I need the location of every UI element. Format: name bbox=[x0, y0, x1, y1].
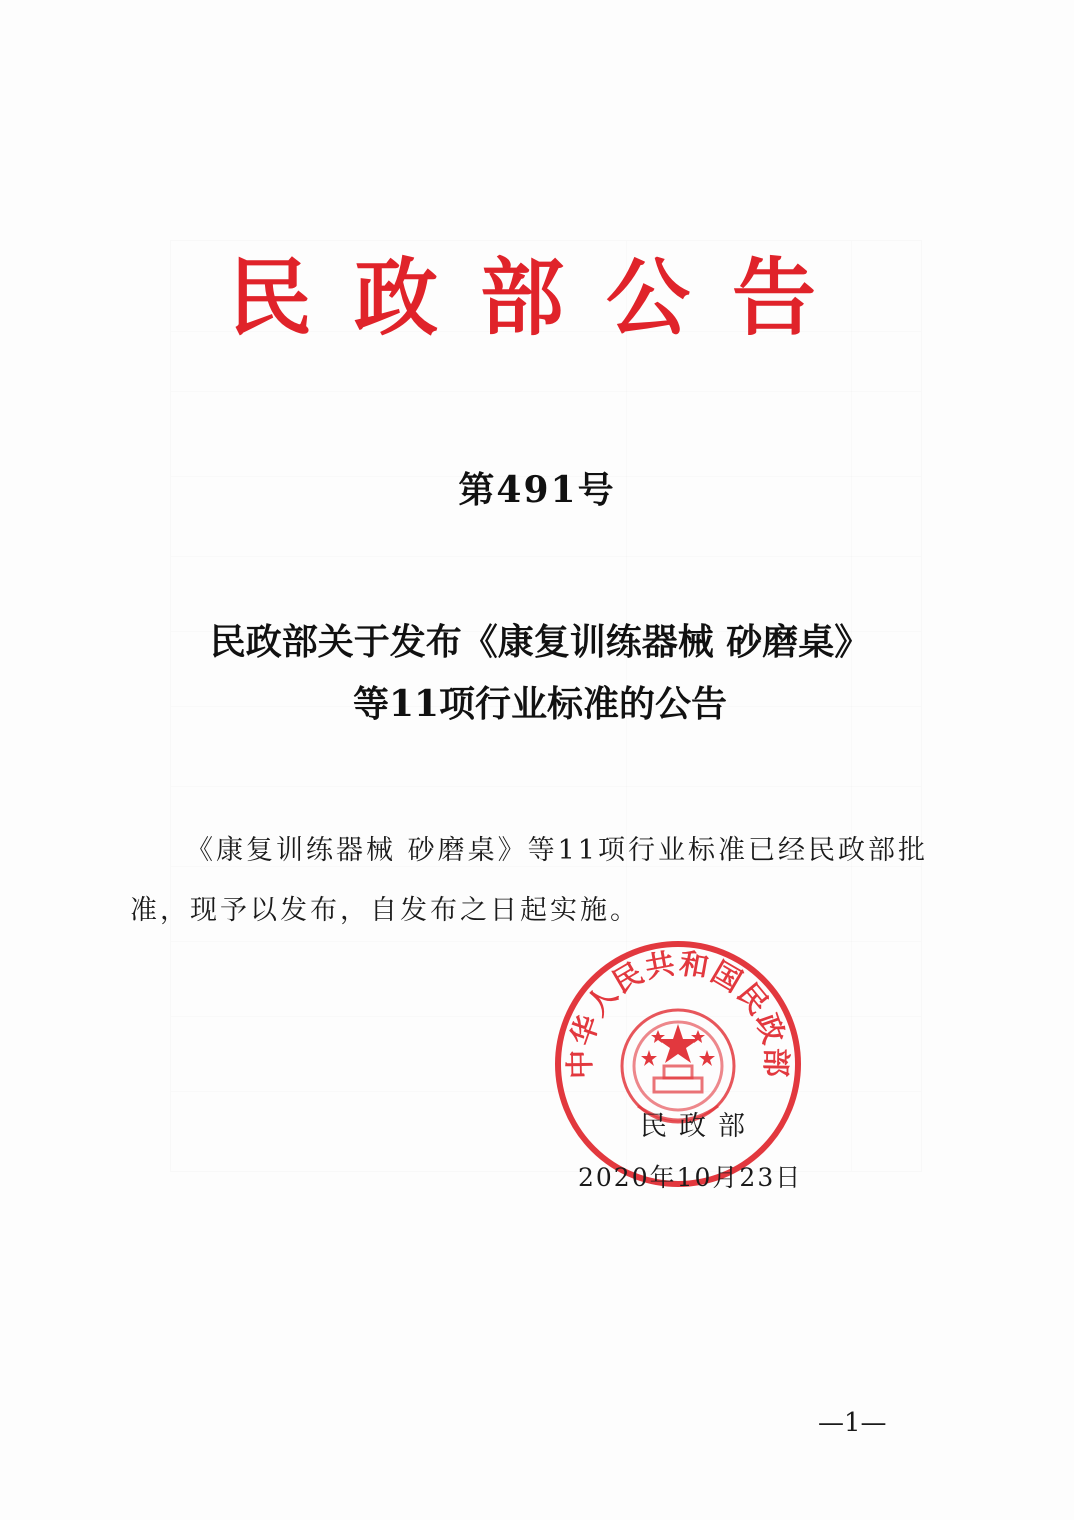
announcement-headline: 民政部公告 bbox=[227, 249, 858, 347]
body-paragraph-line-1: 《康复训练器械 砂磨桌》等11项行业标准已经民政部批 bbox=[186, 835, 928, 866]
official-seal bbox=[552, 938, 804, 1190]
body-paragraph-line-2: 准，现予以发布，自发布之日起实施。 bbox=[130, 895, 640, 926]
document-title-line-2: 等11项行业标准的公告 bbox=[352, 683, 728, 725]
signature-date: 2020年10月23日 bbox=[578, 1163, 803, 1192]
seal-text bbox=[563, 946, 793, 1079]
seal-text-path: 中华人民共和国民政部 bbox=[562, 945, 794, 1080]
page-number: —1— bbox=[818, 1408, 887, 1438]
document-title-line-1: 民政部关于发布《康复训练器械 砂磨桌》 bbox=[209, 621, 871, 663]
document-number: 第491号 bbox=[458, 469, 616, 511]
signature-organization: 民政部 bbox=[640, 1111, 757, 1142]
